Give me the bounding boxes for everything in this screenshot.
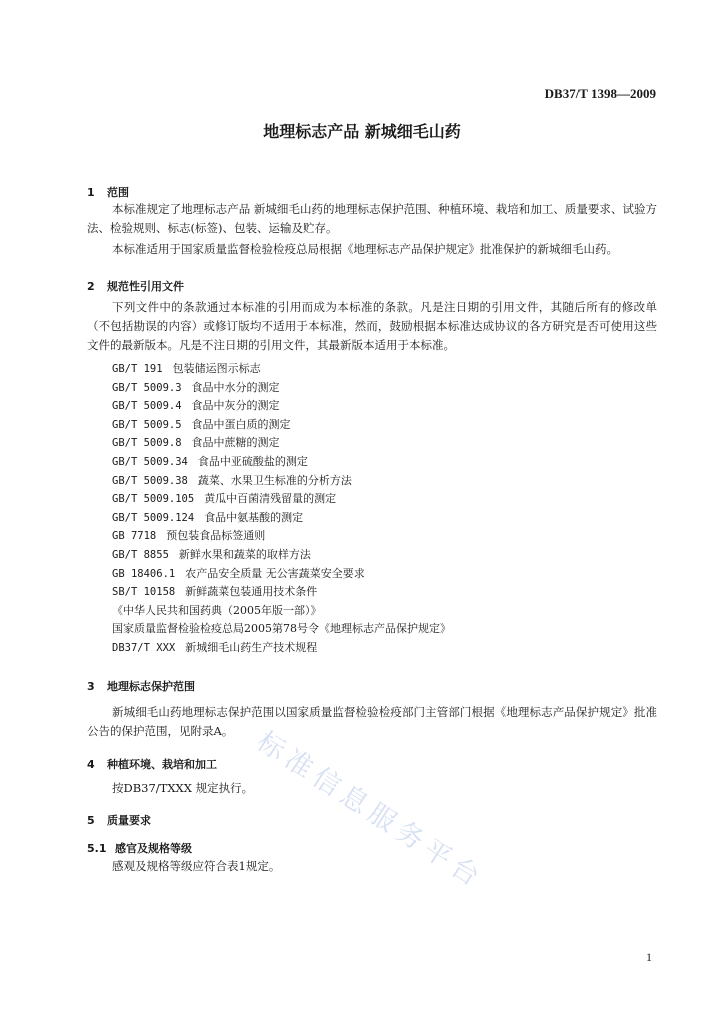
sensory-grades-text: 感观及规格等级应符合表1规定。 xyxy=(112,859,281,873)
reference-code: SB/T 10158 xyxy=(112,586,176,599)
document-title: 地理标志产品 新城细毛山药 xyxy=(263,122,461,141)
reference-code: DB37/T XXX xyxy=(112,641,176,654)
reference-item xyxy=(112,434,451,453)
section-title: 地理标志保护范围 xyxy=(107,680,195,693)
subsection-heading-sensory-grades xyxy=(87,840,192,856)
standard-number: DB37/T 1398—2009 xyxy=(544,86,656,101)
reference-item xyxy=(112,583,451,602)
reference-code: GB/T 5009.5 xyxy=(112,418,182,431)
reference-title: 《中华人民共和国药典（2005年版一部）》 xyxy=(112,603,322,617)
watermark: 标准信息服务平台 xyxy=(251,725,490,896)
reference-code: GB 7718 xyxy=(112,530,157,543)
reference-title: 预包装食品标签通则 xyxy=(166,529,266,543)
planting-environment-text: 按DB37/TXXX 规定执行。 xyxy=(112,781,254,795)
reference-title: 新鲜蔬菜包装通用技术条件 xyxy=(185,585,318,599)
reference-code: GB/T 5009.124 xyxy=(112,511,195,524)
scope-paragraph-2: 本标准适用于国家质量监督检验检疫总局根据《地理标志产品保护规定》批准保护的新城细毛山药。 xyxy=(112,242,618,256)
reference-item xyxy=(112,602,451,621)
reference-item xyxy=(112,472,451,491)
section-title: 质量要求 xyxy=(107,814,151,827)
reference-code: GB 18406.1 xyxy=(112,567,176,580)
subsection-number: 5.1 xyxy=(87,842,107,855)
section-heading-protection-scope xyxy=(87,678,195,694)
reference-title: 黄瓜中百菌清残留量的测定 xyxy=(204,492,337,506)
reference-code: GB/T 5009.105 xyxy=(112,493,195,506)
reference-list xyxy=(112,360,451,658)
reference-title: 新城细毛山药生产技术规程 xyxy=(185,640,318,654)
section-title: 范围 xyxy=(107,186,129,199)
reference-item xyxy=(112,546,451,565)
section-number: 2 xyxy=(87,280,95,293)
reference-title: 食品中蔗糖的测定 xyxy=(191,436,280,450)
references-intro-paragraph: 下列文件中的条款通过本标准的引用而成为本标准的条款。凡是注日期的引用文件，其随后所有的修改单（不包括勘误的内容）或修订版均不适用于本标准，然而，鼓励根据本标准达成协议的各方研究是否可使用这些文件的最新版本。凡是不注日期的引用文件，其最新版本适用于本标准。 xyxy=(87,300,657,352)
reference-title: 食品中氨基酸的测定 xyxy=(204,510,304,524)
reference-item xyxy=(112,397,451,416)
reference-code: GB/T 5009.38 xyxy=(112,474,188,487)
section-heading-planting-environment xyxy=(87,756,217,772)
section-number: 4 xyxy=(87,758,95,771)
reference-code: GB/T 5009.34 xyxy=(112,455,188,468)
reference-title: 食品中水分的测定 xyxy=(191,380,280,394)
page-number: 1 xyxy=(646,950,652,964)
reference-item xyxy=(112,416,451,435)
reference-item xyxy=(112,639,451,658)
reference-code: GB/T 5009.8 xyxy=(112,437,182,450)
section-number: 3 xyxy=(87,680,95,693)
reference-item xyxy=(112,490,451,509)
reference-title: 食品中亚硫酸盐的测定 xyxy=(197,454,308,468)
section-heading-normative-references xyxy=(87,278,184,294)
section-title: 种植环境、栽培和加工 xyxy=(107,758,217,771)
reference-title: 新鲜水果和蔬菜的取样方法 xyxy=(178,547,311,561)
reference-title: 国家质量监督检验检疫总局2005第78号令《地理标志产品保护规定》 xyxy=(112,622,451,636)
reference-item xyxy=(112,379,451,398)
section-heading-scope xyxy=(87,184,129,200)
reference-title: 包装储运图示标志 xyxy=(172,362,261,375)
reference-title: 食品中蛋白质的测定 xyxy=(191,417,291,431)
scope-paragraph-1: 本标准规定了地理标志产品 新城细毛山药的地理标志保护范围、种植环境、栽培和加工、质量要求、试验方法、检验规则、标志(标签)、包装、运输及贮存。 xyxy=(87,202,657,235)
section-number: 5 xyxy=(87,814,95,827)
section-number: 1 xyxy=(87,186,95,199)
reference-title: 蔬菜、水果卫生标准的分析方法 xyxy=(197,473,352,487)
reference-item xyxy=(112,527,451,546)
protection-scope-paragraph: 新城细毛山药地理标志保护范围以国家质量监督检验检疫部门主管部门根据《地理标志产品保护规定》批准公告的保护范围，见附录A。 xyxy=(87,705,657,738)
subsection-title: 感官及规格等级 xyxy=(115,842,192,855)
reference-item xyxy=(112,565,451,584)
reference-title: 食品中灰分的测定 xyxy=(191,399,280,413)
reference-title: 农产品安全质量 无公害蔬菜安全要求 xyxy=(185,566,365,580)
reference-code: GB/T 5009.4 xyxy=(112,400,182,413)
reference-code: GB/T 8855 xyxy=(112,548,169,561)
reference-code: GB/T 191 xyxy=(112,363,163,375)
reference-code: GB/T 5009.3 xyxy=(112,381,182,394)
reference-item xyxy=(112,453,451,472)
reference-item xyxy=(112,620,451,639)
reference-item xyxy=(112,509,451,528)
section-title: 规范性引用文件 xyxy=(107,280,184,293)
section-heading-quality-requirements xyxy=(87,812,151,828)
reference-item xyxy=(112,360,451,379)
